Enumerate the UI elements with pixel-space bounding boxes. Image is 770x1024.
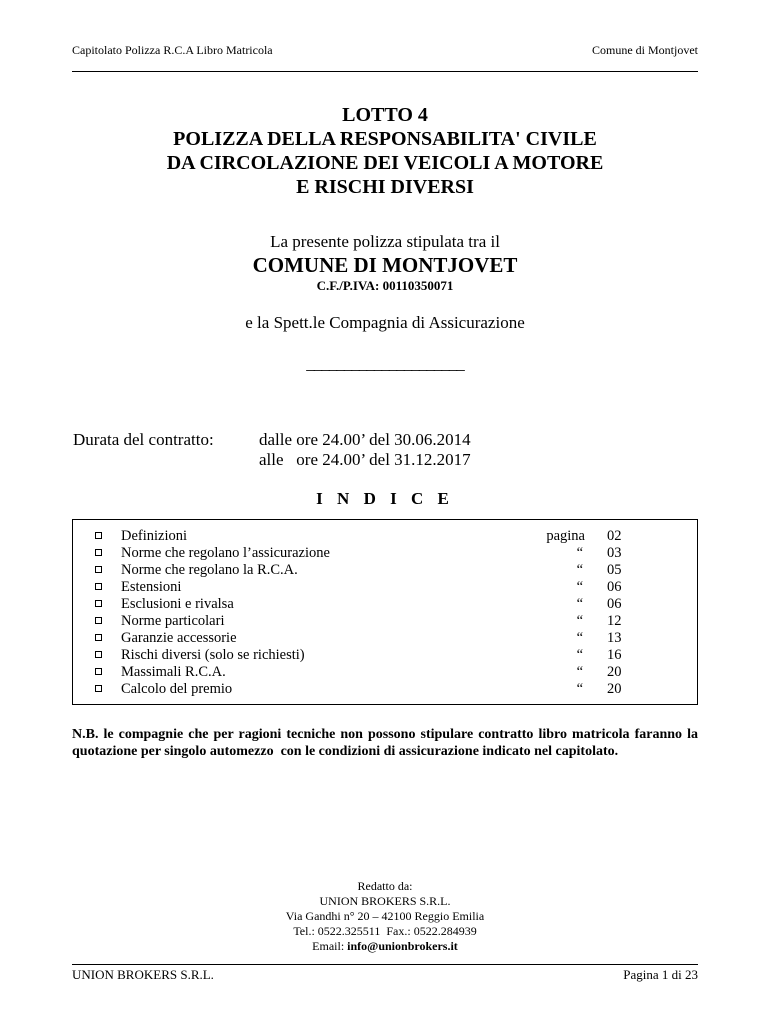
footer-rule: [72, 964, 698, 965]
title-line: DA CIRCOLAZIONE DEI VEICOLI A MOTORE: [166, 152, 604, 174]
page-header: [72, 43, 698, 59]
insurer-line: e la Spett.le Compagnia di Assicurazione: [245, 313, 525, 332]
toc-row: [95, 630, 655, 647]
toc-label: Norme particolari: [121, 613, 225, 629]
title-line: LOTTO 4: [342, 104, 428, 126]
toc-row: [95, 613, 655, 630]
duration-label: Durata del contratto:: [73, 430, 214, 449]
document-title: [0, 103, 770, 199]
header-document-title: Capitolato Polizza R.C.A Libro Matricola: [72, 43, 273, 57]
email-link[interactable]: info@unionbrokers.it: [347, 939, 458, 953]
checkbox-bullet-icon: [95, 668, 102, 675]
toc-ref: “: [576, 596, 583, 612]
toc-page: 05: [607, 562, 622, 578]
municipality-name: COMUNE DI MONTJOVET: [252, 253, 518, 277]
title-line: E RISCHI DIVERSI: [296, 176, 474, 198]
prepared-by-block: [0, 879, 770, 954]
checkbox-bullet-icon: [95, 549, 102, 556]
checkbox-bullet-icon: [95, 617, 102, 624]
title-line: POLIZZA DELLA RESPONSABILITA' CIVILE: [173, 128, 597, 150]
checkbox-bullet-icon: [95, 634, 102, 641]
duration-from: dalle ore 24.00’ del 30.06.2014: [259, 430, 471, 449]
toc-page: 12: [607, 613, 622, 629]
checkbox-bullet-icon: [95, 600, 102, 607]
table-of-contents: [95, 528, 655, 698]
header-rule: [72, 71, 698, 72]
toc-ref: pagina: [546, 528, 585, 544]
toc-page: 02: [607, 528, 622, 544]
prepared-by-label: Redatto da:: [357, 879, 413, 893]
prepared-by-address: Via Gandhi n° 20 – 42100 Reggio Emilia: [285, 909, 485, 923]
intro-text: La presente polizza stipulata tra il: [270, 232, 500, 251]
toc-ref: “: [576, 562, 583, 578]
toc-ref: “: [576, 630, 583, 646]
index-title: I N D I C E: [316, 489, 454, 508]
toc-row: [95, 681, 655, 698]
prepared-by-company: UNION BROKERS S.R.L.: [319, 894, 451, 908]
note-paragraph: N.B. le compagnie che per ragioni tecniche non possono stipulare contratto libro matricola faranno la quotazione per singolo automezzo con le condizioni di assicurazione indicato nel capitolato.: [72, 727, 702, 759]
checkbox-bullet-icon: [95, 566, 102, 573]
toc-page: 20: [607, 664, 622, 680]
toc-ref: “: [576, 579, 583, 595]
footer-page-number: Pagina 1 di 23: [623, 967, 698, 982]
toc-row: [95, 664, 655, 681]
toc-ref: “: [576, 647, 583, 663]
toc-page: 13: [607, 630, 622, 646]
toc-row: [95, 647, 655, 664]
signature-blank-line: _____________________: [306, 354, 464, 373]
toc-row: [95, 579, 655, 596]
toc-label: Definizioni: [121, 528, 188, 544]
toc-page: 06: [607, 596, 622, 612]
duration-to: alle ore 24.00’ del 31.12.2017: [259, 450, 471, 469]
toc-page: 16: [607, 647, 622, 663]
tax-code: C.F./P.IVA: 00110350071: [316, 278, 454, 293]
page-footer: [72, 967, 698, 983]
email-label: Email:: [312, 939, 348, 953]
index-box: [72, 519, 698, 705]
toc-label: Esclusioni e rivalsa: [121, 596, 234, 612]
toc-label: Norme che regolano l’assicurazione: [121, 545, 330, 561]
toc-ref: “: [576, 545, 583, 561]
checkbox-bullet-icon: [95, 685, 102, 692]
header-municipality: Comune di Montjovet: [592, 43, 698, 57]
checkbox-bullet-icon: [95, 532, 102, 539]
toc-row: [95, 596, 655, 613]
prepared-by-phone: Tel.: 0522.325511 Fax.: 0522.284939: [293, 924, 477, 938]
toc-row: [95, 562, 655, 579]
checkbox-bullet-icon: [95, 651, 102, 658]
toc-label: Garanzie accessorie: [121, 630, 237, 646]
toc-ref: “: [576, 664, 583, 680]
toc-label: Norme che regolano la R.C.A.: [121, 562, 298, 578]
toc-row: [95, 545, 655, 562]
toc-label: Massimali R.C.A.: [121, 664, 226, 680]
checkbox-bullet-icon: [95, 583, 102, 590]
toc-ref: “: [576, 681, 583, 697]
toc-ref: “: [576, 613, 583, 629]
toc-label: Rischi diversi (solo se richiesti): [121, 647, 305, 663]
toc-page: 03: [607, 545, 622, 561]
footer-company: UNION BROKERS S.R.L.: [72, 967, 214, 982]
toc-label: Estensioni: [121, 579, 182, 595]
toc-row: [95, 528, 655, 545]
prepared-by-email-line: [0, 939, 770, 954]
duration-values: [259, 430, 471, 470]
toc-label: Calcolo del premio: [121, 681, 233, 697]
toc-page: 06: [607, 579, 622, 595]
toc-page: 20: [607, 681, 622, 697]
